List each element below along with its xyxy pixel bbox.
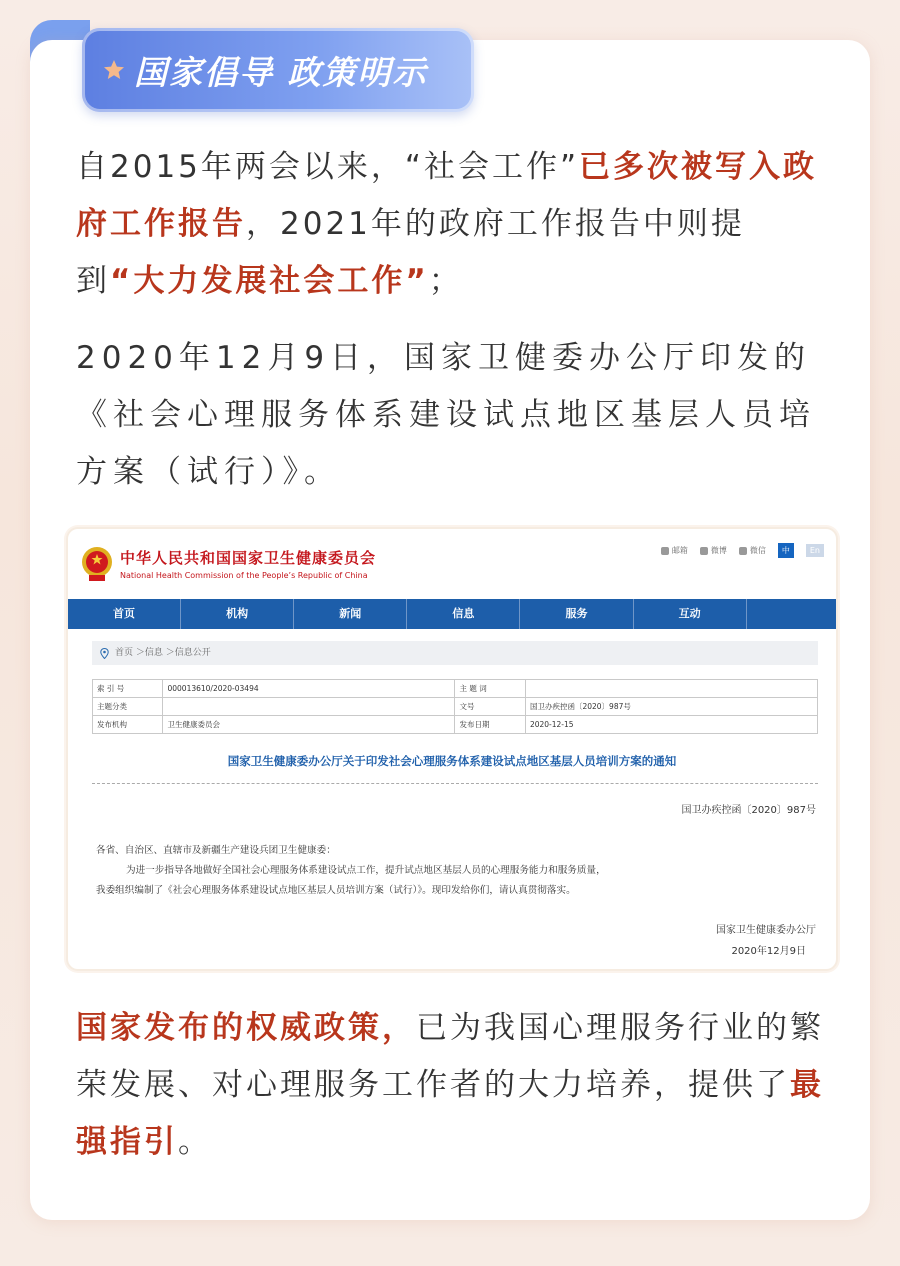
wechat-icon xyxy=(739,547,747,555)
mail-icon xyxy=(661,547,669,555)
lang-cn-button[interactable]: 中 xyxy=(778,543,794,558)
weibo-icon xyxy=(700,547,708,555)
lang-en-button[interactable]: En xyxy=(806,544,824,557)
table-row xyxy=(93,680,818,698)
mail-link[interactable]: 邮箱 xyxy=(661,545,688,556)
notice-title: 国家卫生健康委办公厅关于印发社会心理服务体系建设试点地区基层人员培训方案的通知 xyxy=(227,754,677,768)
signature-org: 国家卫生健康委办公厅 xyxy=(716,925,816,936)
meta-value: 000013610/2020-03494 xyxy=(163,680,455,698)
site-header xyxy=(68,529,836,599)
intro-highlight-develop: “大力发展社会工作” xyxy=(110,263,429,299)
table-row xyxy=(93,698,818,716)
meta-value: 卫生健康委员会 xyxy=(163,716,455,734)
star-icon xyxy=(102,58,126,82)
conclusion-paragraph xyxy=(76,1000,836,1171)
nav-empty xyxy=(747,599,836,629)
main-nav xyxy=(68,599,836,629)
policy-paragraph: 2020年12月9日，国家卫健委办公厅印发的《社会心理服务体系建设试点地区基层人员培方案（试行）》。 xyxy=(76,340,816,490)
signature-date: 2020年12月9日 xyxy=(731,946,806,957)
notice-body xyxy=(96,841,816,901)
meta-label: 主 题 词 xyxy=(455,680,525,698)
meta-label: 文号 xyxy=(455,698,525,716)
header-title: 国家倡导 政策明示 xyxy=(134,52,428,92)
intro-paragraph xyxy=(76,139,836,310)
policy-document-screenshot xyxy=(66,527,838,971)
meta-value xyxy=(163,698,455,716)
nav-home[interactable]: 首页 xyxy=(68,599,181,629)
national-emblem-icon xyxy=(80,545,114,583)
top-links xyxy=(649,543,824,558)
table-row xyxy=(93,716,818,734)
breadcrumb xyxy=(92,641,818,665)
meta-value: 国卫办疾控函〔2020〕987号 xyxy=(525,698,817,716)
meta-value: 2020-12-15 xyxy=(525,716,817,734)
conclusion-highlight-guidance: 最强指引 xyxy=(76,1067,824,1160)
nav-interaction[interactable]: 互动 xyxy=(634,599,747,629)
nav-news[interactable]: 新闻 xyxy=(294,599,407,629)
conclusion-highlight-policy: 国家发布的权威政策， xyxy=(76,1010,416,1046)
body-line: 各省、自治区、直辖市及新疆生产建设兵团卫生健康委： xyxy=(96,845,336,856)
document-meta-table xyxy=(92,679,818,734)
conclusion-text-d: 。 xyxy=(178,1124,212,1160)
meta-label: 主题分类 xyxy=(93,698,163,716)
org-name-en: National Health Commission of the People’s Republic of China xyxy=(120,571,368,580)
conclusion-text-b: 已为我国心理服务行业的繁荣发展、对心理服务工作者的大力培养，提供了 xyxy=(76,1010,824,1103)
intro-text-c: ，2021年的政府工作报告中则提到 xyxy=(76,206,745,299)
breadcrumb-text[interactable]: 首页 ＞信息 ＞信息公开 xyxy=(115,648,211,658)
divider xyxy=(92,783,818,784)
nav-agencies[interactable]: 机构 xyxy=(181,599,294,629)
meta-value xyxy=(525,680,817,698)
location-pin-icon xyxy=(100,648,109,659)
nav-info[interactable]: 信息 xyxy=(407,599,520,629)
meta-label: 发布机构 xyxy=(93,716,163,734)
intro-text-a: 自2015年两会以来，“社会工作” xyxy=(76,149,580,185)
meta-label: 发布日期 xyxy=(455,716,525,734)
org-name-cn: 中华人民共和国国家卫生健康委员会 xyxy=(120,549,377,567)
wechat-link[interactable]: 微信 xyxy=(739,545,766,556)
nav-services[interactable]: 服务 xyxy=(520,599,633,629)
body-line: 我委组织编制了《社会心理服务体系建设试点地区基层人员培训方案（试行）》。现印发给你们，请认真贯彻落实。 xyxy=(96,885,576,896)
weibo-link[interactable]: 微博 xyxy=(700,545,727,556)
meta-label: 索 引 号 xyxy=(93,680,163,698)
intro-text-e: ； xyxy=(428,263,463,299)
intro-highlight-report: 已多次被写入政府工作报告 xyxy=(76,149,818,242)
body-line: 为进一步指导各地做好全国社会心理服务体系建设试点工作，提升试点地区基层人员的心理服务能力和服务质量， xyxy=(126,865,606,876)
section-header-tab xyxy=(82,28,474,112)
document-number: 国卫办疾控函〔2020〕987号 xyxy=(681,805,816,816)
